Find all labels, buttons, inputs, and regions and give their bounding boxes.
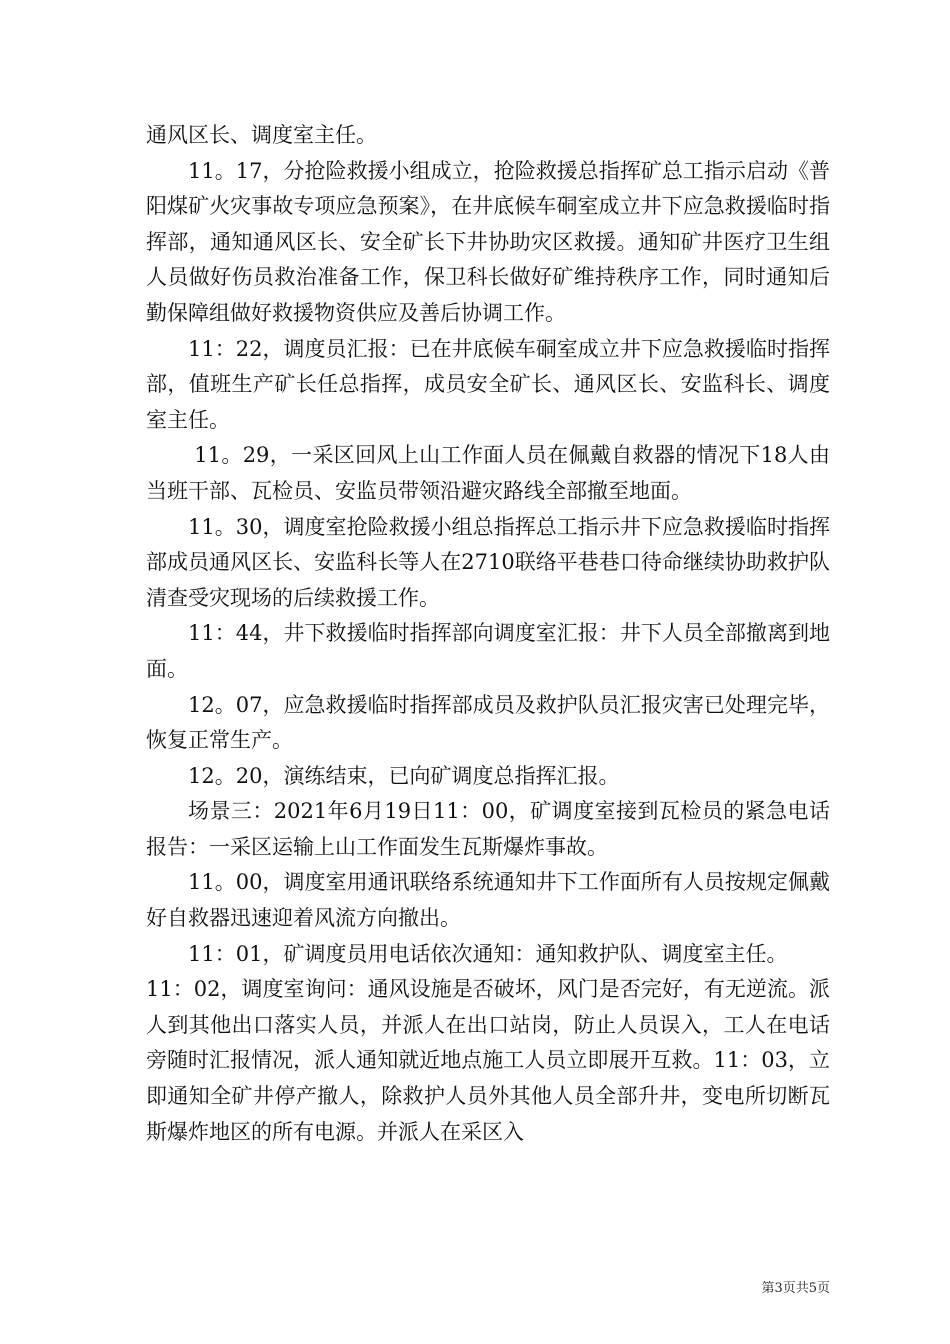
paragraph-4: 11。29，一采区回风上山工作面人员在佩戴自救器的情况下18人由当班干部、瓦检员、安监员带领沿避灾路线全部撤至地面。 [146,443,830,503]
paragraph-10: 11。00，调度室用通讯联络系统通知井下工作面所有人员按规定佩戴好自救器迅速迎着风流方向撤出。 [146,870,830,931]
paragraph-12: 11：02，调度室询问：通风设施是否破坏，风门是否完好，有无逆流。派人到其他出口落实人员，并派人在出口站岗，防止人员误入，工人在电话旁随时汇报情况，派人通知就近地点施工人员立即展开互救。11：03，立即通知全矿井停产撤人，除救护人员外其他人员全部升井，变电所切断瓦斯爆炸地区的所有电源。并派人在采区入 [146,977,830,1144]
paragraph-6: 11：44，井下救援临时指挥部向调度室汇报：井下人员全部撤离到地面。 [146,621,830,681]
paragraph-1: 通风区长、调度室主任。 [146,123,377,147]
paragraph-5: 11。30，调度室抢险救援小组总指挥总工指示井下应急救援临时指挥部成员通风区长、安监科长等人在2710联络平巷巷口待命继续协助救护队清查受灾现场的后续救援工作。 [146,514,830,610]
paragraph-3: 11：22，调度员汇报：已在井底候车硐室成立井下应急救援临时指挥部，值班生产矿长任总指挥，成员安全矿长、通风区长、安监科长、调度室主任。 [146,336,830,432]
paragraph-7: 12。07，应急救援临时指挥部成员及救护队员汇报灾害已处理完毕，恢复正常生产。 [146,692,830,753]
paragraph-9: 场景三：2021年6月19日11：00，矿调度室接到瓦检员的紧急电话报告：一采区运输上山工作面发生瓦斯爆炸事故。 [146,799,830,859]
paragraph-11: 11：01，矿调度员用电话依次通知：通知救护队、调度室主任。 [188,941,788,966]
paragraph-8: 12。20，演练结束，已向矿调度总指挥汇报。 [188,763,620,788]
body-text [146,118,830,1150]
page-number: 第3页共5页 [761,1281,830,1296]
paragraph-2: 11。17，分抢险救援小组成立，抢险救援总指挥矿总工指示启动《普阳煤矿火灾事故专项应急预案》，在井底候车硐室成立井下应急救援临时指挥部，通知通风区长、安全矿长下井协助灾区救援。通知矿井医疗卫生组人员做好伤员救治准备工作，保卫科长做好矿维持秩序工作，同时通知后勤保障组做好救援物资供应及善后协调工作。 [146,158,830,325]
